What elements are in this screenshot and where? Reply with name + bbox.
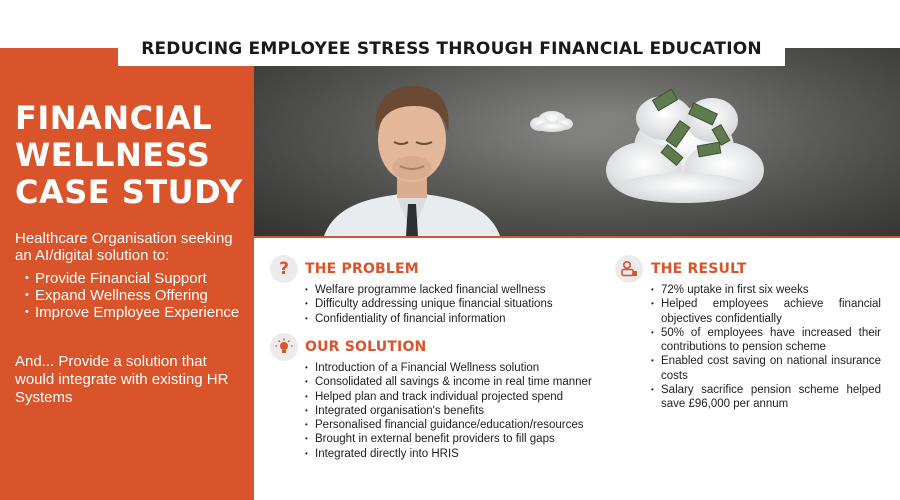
list-item: • Confidentiality of financial information — [305, 312, 605, 326]
title-line: FINANCIAL — [15, 99, 213, 137]
list-item: • Brought in external benefit providers to fill gaps — [305, 432, 625, 446]
result-title: THE RESULT — [651, 261, 747, 277]
hero-divider — [254, 236, 900, 238]
goal-item: • Improve Employee Experience — [25, 304, 239, 321]
list-item: • Introduction of a Financial Wellness solution — [305, 361, 625, 375]
banner-title: REDUCING EMPLOYEE STRESS THROUGH FINANCIAL EDUCATION — [141, 39, 762, 59]
problem-title: THE PROBLEM — [305, 261, 419, 277]
list-item: • Difficulty addressing unique financial situations — [305, 297, 605, 311]
left-panel — [0, 48, 254, 500]
outro-text: And... Provide a solution that would integrate with existing HR Systems — [15, 353, 229, 406]
list-item: • Salary sacrifice pension scheme helped save £96,000 per annum — [651, 383, 881, 412]
hero-image — [254, 48, 900, 236]
goal-item: • Expand Wellness Offering — [25, 287, 239, 304]
chart-person-icon — [615, 255, 643, 283]
lightbulb-icon — [270, 333, 298, 361]
list-item: • Helped plan and track individual projected spend — [305, 390, 625, 404]
result-list — [651, 283, 881, 412]
result-svg — [620, 260, 638, 278]
list-item: • Enabled cost saving on national insurance costs — [651, 354, 881, 383]
list-item: • 50% of employees have increased their contributions to pension scheme — [651, 326, 881, 355]
goal-item: • Provide Financial Support — [25, 270, 239, 287]
question-icon — [270, 255, 298, 283]
list-item: • Integrated directly into HRIS — [305, 447, 625, 461]
list-item: • 72% uptake in first six weeks — [651, 283, 881, 297]
title-line: CASE STUDY — [15, 173, 243, 211]
solution-list — [305, 361, 625, 461]
top-banner — [120, 34, 783, 64]
list-item: • Helped employees achieve financial objectives confidentially — [651, 297, 881, 326]
problem-list — [305, 283, 605, 326]
title-line: WELLNESS — [15, 136, 211, 174]
list-item: • Personalised financial guidance/education/resources — [305, 418, 625, 432]
goals-list — [25, 270, 239, 321]
list-item: • Welfare programme lacked financial wellness — [305, 283, 605, 297]
solution-title: OUR SOLUTION — [305, 339, 427, 355]
case-study-title — [15, 100, 243, 211]
list-item: • Consolidated all savings & income in real time manner — [305, 375, 625, 389]
hero-illustration — [254, 48, 900, 236]
intro-text: Healthcare Organisation seeking an AI/digital solution to: — [15, 230, 233, 264]
lightbulb-svg — [275, 338, 293, 356]
list-item: • Integrated organisation's benefits — [305, 404, 625, 418]
question-glyph: ? — [279, 259, 289, 279]
